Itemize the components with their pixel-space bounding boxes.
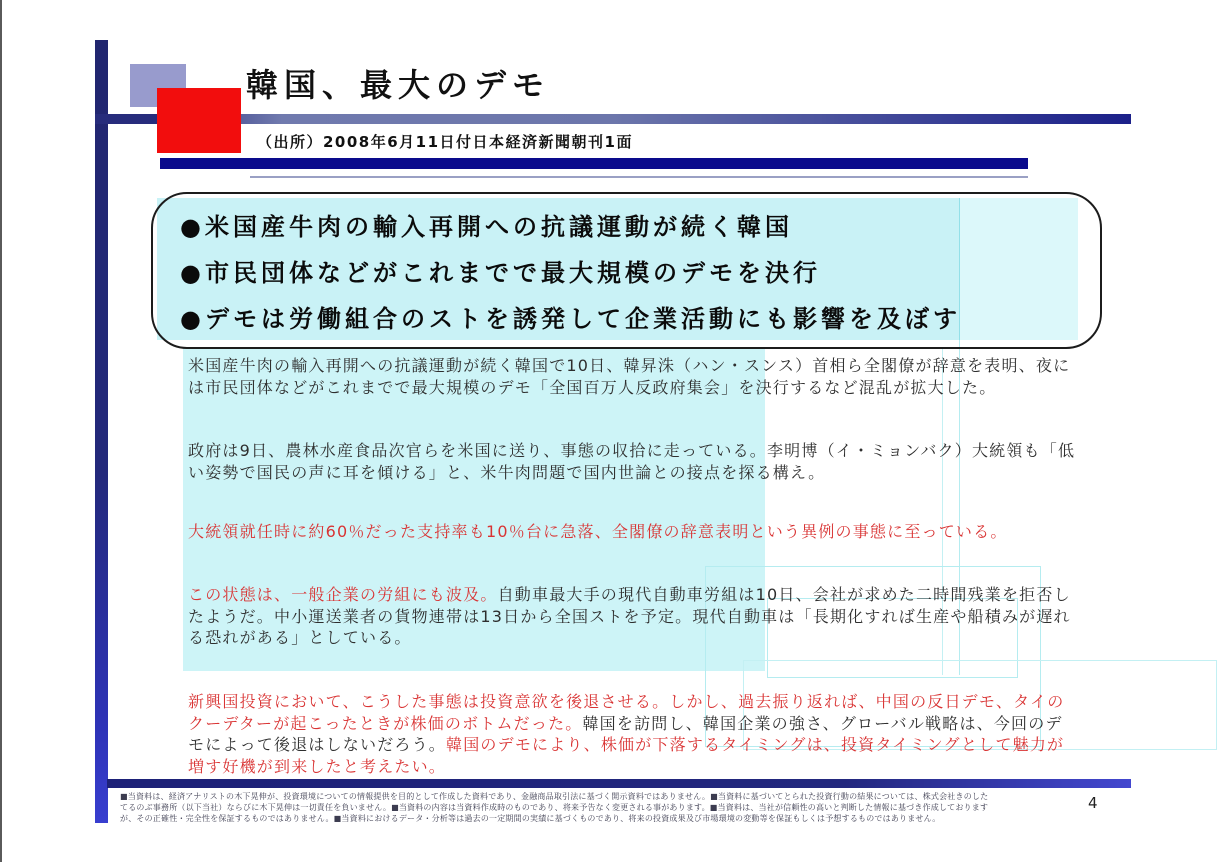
paragraph-text: 自動車最大手の現代自動車労組は10日、会社が求めた二時間残業を拒否したようだ。中小運送業者の貨物連帯は13日から全国ストを予定。現代自動車は「長期化すれば生産や船積みが遅れる恐れがある」としている。: [188, 585, 1071, 647]
source-caption: （出所）2008年6月11日付日本経済新聞朝刊1面: [257, 133, 633, 151]
vertical-accent-bar: [95, 40, 108, 823]
paragraph-text: 政府は9日、農林水産食品次官らを米国に送り、事態の収拾に走っている。李明博（イ・ミョンバク）大統領も「低い姿勢で国民の声に耳を傾ける」と、米牛肉問題で国内世論との接点を探る構え。: [188, 441, 1076, 482]
red-accent-square: [157, 88, 241, 153]
navy-underline-band: [160, 158, 1028, 169]
paragraph-text: 韓国を訪問し、韓国企業の強さ、グローバル戦略は、今回のデモによって後退はしないだろう。: [188, 713, 1063, 754]
slide-title: 韓国、最大のデモ: [246, 66, 551, 104]
page-left-border: [0, 0, 2, 862]
body-paragraph-5: [188, 691, 1076, 777]
paragraph-text-red: 大統領就任時に約60％だった支持率も10％台に急落、全閣僚の辞意表明という異例の事態に至っている。: [188, 522, 1008, 541]
footer-gradient-bar: [107, 779, 1131, 788]
disclaimer-block: [120, 791, 1065, 824]
page-number: 4: [1088, 794, 1098, 812]
body-paragraph-4: [188, 584, 1076, 649]
paragraph-text-red: 韓国のデモにより、株価が下落するタイミングは、投資タイミングとして魅力が増す好機が到来したと考えたい。: [188, 735, 1065, 776]
header-gradient-band: [95, 114, 1131, 124]
disclaimer-line-3: が、その正確性・完全性を保証するものではありません。■当資料におけるデータ・分析等は過去の一定期間の実績に基づくものであり、将来の投資成果及び市場環境の変動等を保証もしくは予想するものではありません。: [120, 814, 941, 823]
body-paragraph-2: [188, 440, 1076, 483]
disclaimer-line-1: ■当資料は、経済アナリストの木下晃伸が、投資環境についての情報提供を目的として作成した資料であり、金融商品取引法に基づく開示資料ではありません。■当資料に基づいてとられた投資行動の結果については、株式会社きのした: [120, 792, 989, 801]
body-paragraph-1: [188, 355, 1076, 398]
paragraph-text-red: この状態は、一般企業の労組にも波及。: [188, 585, 498, 604]
headline-bullet-1: ●米国産牛肉の輸入再開への抗議運動が続く韓国: [180, 213, 793, 241]
headline-bullet-2: ●市民団体などがこれまでで最大規模のデモを決行: [180, 259, 821, 287]
thin-underline: [250, 176, 1028, 178]
disclaimer-line-2: てるのぶ事務所（以下当社）ならびに木下晃伸は一切責任を負いません。■当資料の内容は当資料作成時のものであり、将来予告なく変更される事があります。■当資料は、当社が信頼性の高いと判断した情報に基づき作成しております: [120, 803, 989, 812]
paragraph-text: 米国産牛肉の輸入再開への抗議運動が続く韓国で10日、韓昇洙（ハン・スンス）首相ら全閣僚が辞意を表明、夜には市民団体などがこれまでで最大規模のデモ「全国百万人反政府集会」を決行するなど混乱が拡大した。: [188, 356, 1071, 397]
body-paragraph-3: [188, 521, 1076, 543]
paragraph-text-red: 新興国投資において、こうした事態は投資意欲を後退させる。しかし、過去振り返れば、中国の反日デモ、タイのクーデターが起こったときが株価のボトムだった。: [188, 692, 1065, 733]
headline-bullet-3: ●デモは労働組合のストを誘発して企業活動にも影響を及ぼす: [180, 305, 961, 333]
